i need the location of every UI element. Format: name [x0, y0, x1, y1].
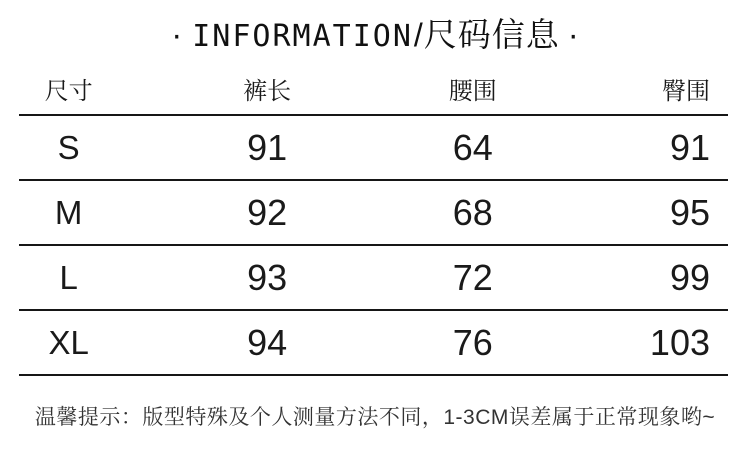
hip-cell: 99 [529, 245, 728, 310]
table-header-row [19, 58, 728, 115]
length-cell: 91 [118, 115, 416, 180]
size-cell: M [19, 180, 118, 245]
table-row [19, 115, 728, 180]
title-left-dot: · [171, 16, 183, 53]
waist-cell: 72 [416, 245, 529, 310]
page-title [0, 12, 750, 58]
hip-cell: 91 [529, 115, 728, 180]
length-cell: 93 [118, 245, 416, 310]
length-cell: 92 [118, 180, 416, 245]
title-cjk-text: 尺码信息 [423, 16, 560, 53]
table-row [19, 245, 728, 310]
hip-cell: 103 [529, 310, 728, 375]
title-separator: / [413, 17, 423, 53]
waist-cell: 76 [416, 310, 529, 375]
size-table [19, 58, 728, 376]
title-latin-text: INFORMATION [192, 19, 413, 54]
size-cell: S [19, 115, 118, 180]
size-cell: L [19, 245, 118, 310]
waist-cell: 68 [416, 180, 529, 245]
column-header-length: 裤长 [118, 58, 416, 115]
title-right-dot: · [567, 16, 579, 53]
column-header-waist: 腰围 [416, 58, 529, 115]
footer-note: 温馨提示：版型特殊及个人测量方法不同，1-3CM误差属于正常现象哟~ [34, 406, 716, 429]
column-header-hip: 臀围 [529, 58, 728, 115]
waist-cell: 64 [416, 115, 529, 180]
size-cell: XL [19, 310, 118, 375]
column-header-size: 尺寸 [19, 58, 118, 115]
hip-cell: 95 [529, 180, 728, 245]
table-row [19, 180, 728, 245]
length-cell: 94 [118, 310, 416, 375]
table-row [19, 310, 728, 375]
